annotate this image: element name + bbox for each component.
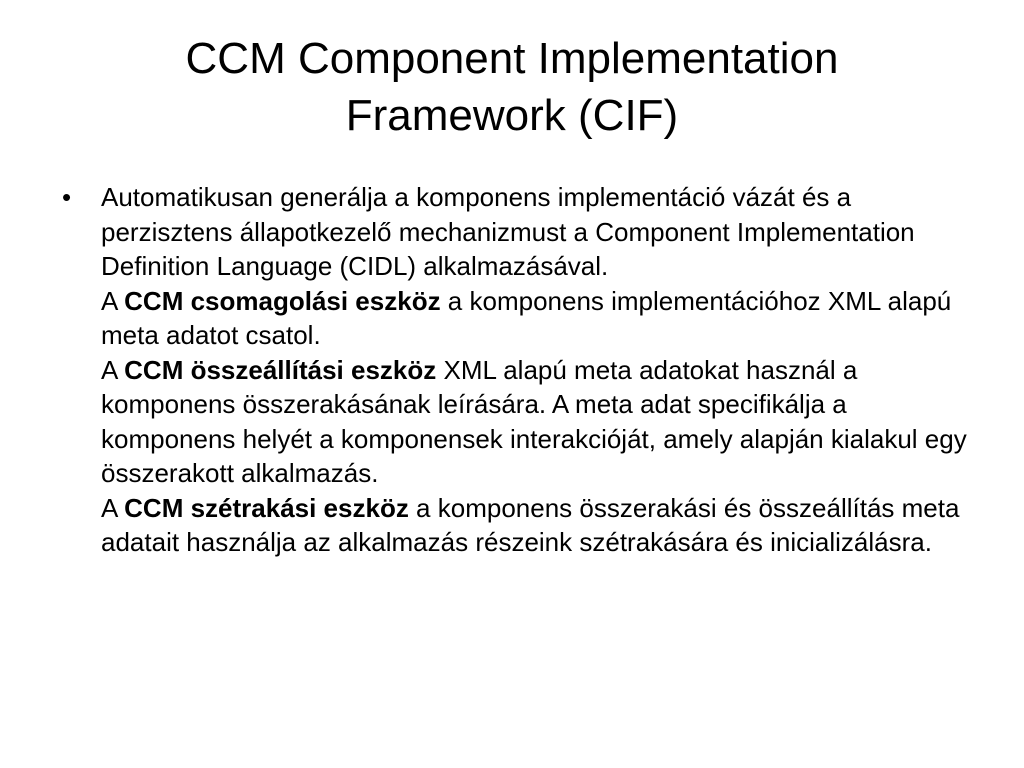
paragraph-assembly-prefix: A — [101, 354, 125, 385]
paragraph-intro: Automatikusan generálja a komponens implementáció vázát és a perzisztens állapotkezelő mechanizmust a Component Implementation Definition Language (CIDL) alkalmazásával. — [101, 182, 915, 281]
slide-title-line-2: Framework (CIF) — [345, 91, 679, 141]
slide-title — [60, 30, 964, 144]
paragraph-packaging-tool — [101, 284, 980, 353]
assembly-tool-name: CCM összeállítási eszköz — [124, 354, 437, 385]
slide-body — [60, 180, 980, 560]
paragraph-deployment-tool — [101, 491, 980, 560]
bullet-icon: • — [62, 182, 72, 212]
paragraph-assembly-tool — [101, 353, 980, 491]
deployment-tool-name: CCM szétrakási eszköz — [124, 492, 409, 523]
paragraph-deployment-prefix: A — [101, 492, 125, 523]
bullet-item — [60, 180, 980, 560]
slide-title-line-1: CCM Component Implementation — [185, 34, 839, 83]
paragraph-assembly-suffix: XML alapú meta adatokat használ a komponens összerakásának leírására. A meta adat specifikálja a komponens helyét a komponensek interakcióját, amely alapján kialakul egy összerakott alkalmazás. — [101, 354, 967, 488]
paragraph-deployment-suffix: a komponens összerakási és összeállítás meta adatait használja az alkalmazás részeink szétrakására és inicializálásra. — [101, 492, 960, 557]
paragraph-packaging-suffix: a komponens implementációhoz XML alapú meta adatot csatol. — [101, 285, 952, 350]
packaging-tool-name: CCM csomagolási eszköz — [124, 285, 441, 316]
paragraph-packaging-prefix: A — [101, 285, 125, 316]
